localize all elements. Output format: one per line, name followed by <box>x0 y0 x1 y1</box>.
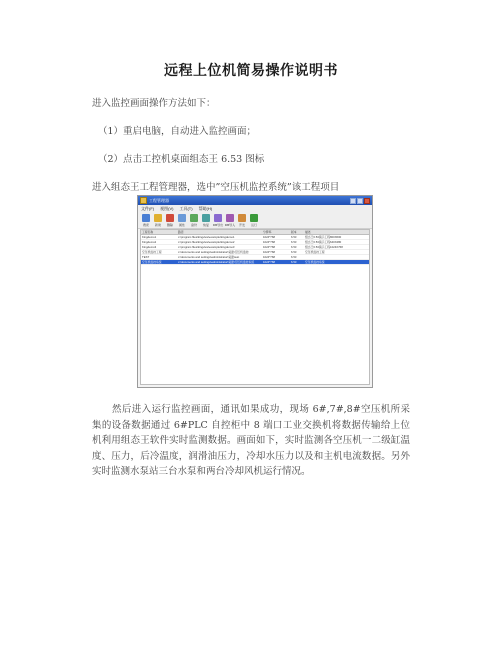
table-cell-path: c:\program files\kingview\example\kingdemo3 <box>178 245 235 249</box>
toolbar-button[interactable] <box>153 214 163 227</box>
table-cell-res: 1024*768 <box>263 260 275 264</box>
db-import-icon <box>226 214 234 222</box>
toolbar-button[interactable] <box>225 214 235 227</box>
table-cell-ver: 6.53 <box>291 255 297 259</box>
table-cell-res: 1024*768 <box>263 255 275 259</box>
column-header-name[interactable]: 工程名称 <box>142 230 154 234</box>
toolbar-button-label: 属性 <box>178 223 185 227</box>
project-table <box>140 229 370 385</box>
column-header-resolution[interactable]: 分辨率 <box>263 230 272 234</box>
db-export-icon <box>214 214 222 222</box>
table-cell-name: Kingdemo1 <box>142 235 157 239</box>
document-title: 远程上位机简易操作说明书 <box>164 63 338 79</box>
maximize-button[interactable] <box>357 198 363 204</box>
step-3-text: 进入组态王工程管理器，选中”空压机监控系统”该工程项目 <box>92 182 340 193</box>
body-paragraph: 然后进入运行监控画面，通讯如果成功，现场 6#,7#,8#空压机所采集的设备数据通过 6#PLC 自控柜中 8 端口工业交换机将数据传输给上位机利用组态王软件实时监测数据。画面如下，实时监测各空压机一二级缸温度、压力，后冷温度，润滑油压力，冷却水压力以及和主机电流数据。另外实时监测水泵站三台水泵和两台冷却风机运行情况。 <box>92 404 410 477</box>
close-button[interactable] <box>364 198 370 204</box>
table-cell-ver: 6.53 <box>291 260 297 264</box>
delete-icon <box>166 214 174 222</box>
toolbar-button[interactable] <box>201 214 211 227</box>
toolbar-button-label: 开发 <box>238 223 245 227</box>
table-cell-path: c:\documents and settings\administrator\桌面\空压机监控 <box>178 250 249 254</box>
toolbar-button-label: DB导入 <box>224 223 236 227</box>
step-1-text: （1）重启电脑，自动进入监控画面； <box>98 126 257 137</box>
toolbar-button[interactable] <box>141 214 151 227</box>
table-cell-path: c:\documents and settings\administrator\桌面\test <box>178 255 240 259</box>
table-cell-name: 空压机监控工程 <box>142 250 162 254</box>
table-cell-path: c:\program files\kingview\example\kingdemo1 <box>178 235 235 239</box>
table-cell-name: Kingdemo2 <box>142 240 157 244</box>
table-cell-ver: 6.53 <box>291 235 297 239</box>
toolbar-button-label: 运行 <box>250 223 257 227</box>
toolbar-button[interactable] <box>177 214 187 227</box>
new-icon <box>154 214 162 222</box>
table-cell-name: TEST <box>142 255 150 259</box>
restore-icon <box>202 214 210 222</box>
develop-icon <box>238 214 246 222</box>
table-cell-desc: 空压机监控工程 <box>305 250 325 254</box>
toolbar-button-label: 删除 <box>166 223 173 227</box>
toolbar-button-label: 新建 <box>154 223 161 227</box>
table-row[interactable] <box>141 260 369 265</box>
table-cell-path: c:\program files\kingview\example\kingdemo2 <box>178 240 235 244</box>
step-2-text: （2）点击工控机桌面组态王 6.53 图标 <box>98 154 265 165</box>
toolbar-button-label: 恢复 <box>202 223 209 227</box>
menu-file[interactable]: 文件(F) <box>141 205 155 211</box>
window-title: 工程管理器 <box>149 197 169 203</box>
table-cell-ver: 6.53 <box>291 250 297 254</box>
table-cell-res: 1024*768 <box>263 235 275 239</box>
toolbar-button[interactable] <box>213 214 223 227</box>
toolbar-button-label: 搜索 <box>142 223 149 227</box>
toolbar-button[interactable] <box>189 214 199 227</box>
run-icon <box>250 214 258 222</box>
table-cell-path: c:\documents and settings\administrator\桌面\空压机监控系统 <box>178 260 255 264</box>
table-cell-desc: 空压机监控系统 <box>305 260 325 264</box>
toolbar-button-label: 备份 <box>190 223 197 227</box>
menu-view[interactable]: 视图(V) <box>160 205 174 211</box>
table-cell-desc: 组态王6.53演示工程800X600 <box>305 235 342 239</box>
backup-icon <box>190 214 198 222</box>
column-header-path[interactable]: 路径 <box>178 230 184 234</box>
minimize-button[interactable] <box>350 198 356 204</box>
intro-text: 进入监控画面操作方法如下： <box>92 98 216 109</box>
table-cell-desc: 组态王6.53演示工程640X480 <box>305 240 342 244</box>
toolbar <box>138 212 372 229</box>
properties-icon <box>178 214 186 222</box>
toolbar-button[interactable] <box>249 214 259 227</box>
menu-tools[interactable]: 工具(T) <box>179 205 193 211</box>
table-body <box>141 235 369 265</box>
toolbar-button[interactable] <box>165 214 175 227</box>
table-cell-name: 空压机监控系统 <box>142 260 162 264</box>
table-cell-name: Kingdemo3 <box>142 245 157 249</box>
search-icon <box>142 214 150 222</box>
app-icon <box>140 197 147 204</box>
table-cell-ver: 6.53 <box>291 240 297 244</box>
table-cell-res: 1024*768 <box>263 250 275 254</box>
table-cell-res: 1024*768 <box>263 245 275 249</box>
column-header-description[interactable]: 描述 <box>305 230 311 234</box>
project-manager-screenshot <box>137 195 373 388</box>
menu-help[interactable]: 帮助(H) <box>198 205 213 211</box>
table-cell-res: 1024*768 <box>263 240 275 244</box>
menu-bar <box>138 205 372 212</box>
table-cell-ver: 6.53 <box>291 245 297 249</box>
toolbar-button[interactable] <box>237 214 247 227</box>
window-titlebar <box>138 196 372 205</box>
toolbar-button-label: DB导出 <box>212 223 224 227</box>
table-cell-desc: 组态王6.53演示工程1024X768 <box>305 245 343 249</box>
column-header-version[interactable]: 版本 <box>291 230 297 234</box>
